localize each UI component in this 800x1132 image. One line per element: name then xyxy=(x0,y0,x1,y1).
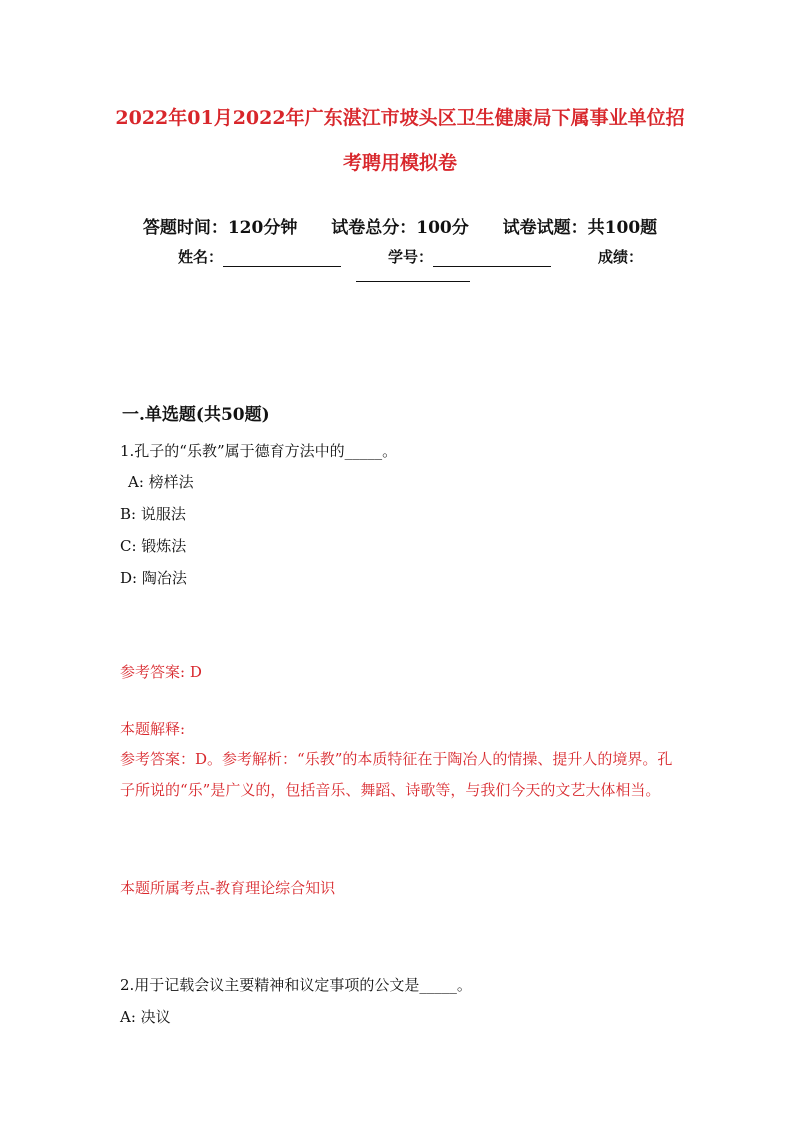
name-label: 姓名： xyxy=(178,248,224,266)
question-2-option-a: A: 决议 xyxy=(120,1008,171,1026)
exam-time: 答题时间：120分钟 xyxy=(142,218,298,238)
score-field-group xyxy=(598,246,643,267)
exam-total-score: 试卷总分：100分 xyxy=(331,218,469,238)
section-title: 一.单选题(共50题) xyxy=(122,405,270,425)
id-label: 学号： xyxy=(388,248,434,266)
question-1-option-d: D: 陶冶法 xyxy=(120,569,187,587)
id-field-group xyxy=(388,246,551,267)
question-1-option-b: B: 说服法 xyxy=(120,505,186,523)
question-1-answer: 参考答案: D xyxy=(120,663,202,681)
question-1-explain-label: 本题解释: xyxy=(120,720,186,738)
question-1-option-a: A: 榜样法 xyxy=(128,473,194,491)
exam-meta xyxy=(0,213,800,238)
exam-question-count: 试卷试题：共100题 xyxy=(502,218,658,238)
question-1-explain-text: 参考答案：D。参考解析：“乐教”的本质特征在于陶冶人的情操、提升人的境界。孔子所说的“乐”是广义的，包括音乐、舞蹈、诗歌等，与我们今天的文艺大体相当。 xyxy=(120,750,673,799)
name-field-group xyxy=(178,246,341,267)
question-1-option-c: C: 锻炼法 xyxy=(120,537,187,555)
id-blank[interactable] xyxy=(433,250,551,267)
score-label: 成绩： xyxy=(598,248,644,266)
question-1-topic: 本题所属考点-教育理论综合知识 xyxy=(120,879,336,897)
question-1-stem: 1.孔子的“乐教”属于德育方法中的_____。 xyxy=(120,442,398,460)
doc-title-line2: 考聘用模拟卷 xyxy=(342,152,457,174)
question-2-stem: 2.用于记载会议主要精神和议定事项的公文是_____。 xyxy=(120,976,472,994)
name-blank[interactable] xyxy=(223,250,341,267)
doc-title-line1: 2022年01月2022年广东湛江市坡头区卫生健康局下属事业单位招 xyxy=(115,107,685,129)
score-blank[interactable] xyxy=(356,267,470,282)
